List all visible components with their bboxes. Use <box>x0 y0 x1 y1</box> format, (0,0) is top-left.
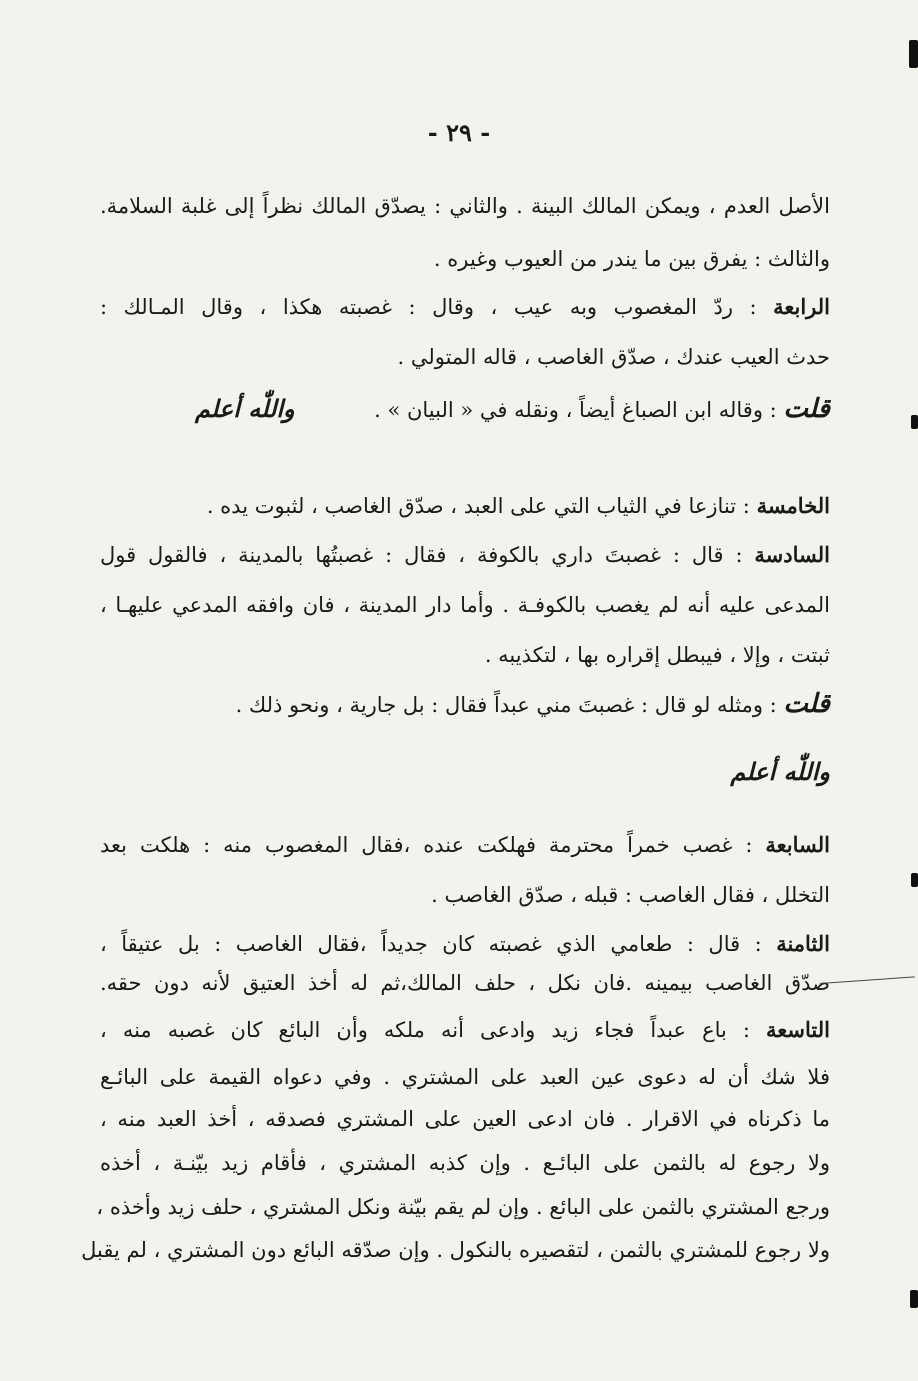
line-text: : قال : غصبتَ داري بالكوفة ، فقال : غصبتُها بالمدينة ، فالقول قول <box>100 543 755 567</box>
text-line-8 <box>100 590 830 620</box>
line-text: المدعى عليه أنه لم يغصب بالكوفـة . وأما دار المدينة ، فان وافقه المدعي عليهـا ، <box>100 593 830 617</box>
line-text: التخلل ، فقال الغاصب : قبله ، صدّق الغاصب . <box>431 883 830 907</box>
line-text: : ومثله لو قال : غصبتَ مني عبداً فقال : بل جارية ، ونحو ذلك . <box>235 693 784 717</box>
line-text: الأصل العدم ، ويمكن المالك البينة . والثاني : يصدّق المالك نظراً إلى غلبة السلامة. <box>100 194 830 218</box>
text-line-6 <box>100 491 830 521</box>
line-text: ورجع المشتري بالثمن على البائع . وإن لم يقم بيّنة ونكل المشتري ، حلف زيد وأخذه ، <box>96 1195 830 1219</box>
section-label-khamisa: الخامسة <box>756 493 830 518</box>
qult-label: قلت <box>783 689 830 719</box>
scan-edge-mark <box>910 1290 918 1308</box>
text-line-17 <box>100 1104 830 1134</box>
line-text: صدّق الغاصب بيمينه .فان نكل ، حلف المالك،ثم له أخذ العتيق لأنه دون حقه. <box>100 971 830 995</box>
text-line-14 <box>100 968 830 998</box>
line-text: : ردّ المغصوب وبه عيب ، وقال : غصبته هكذا ، وقال المـالك : <box>100 295 774 319</box>
line-text: : تنازعا في الثياب التي على العبد ، صدّق الغاصب ، لثبوت يده . <box>206 494 757 518</box>
text-line-3 <box>100 292 830 322</box>
line-text: : باع عبداً فجاء زيد وادعى أنه ملكه وأن البائع كان غصبه منه ، <box>100 1018 767 1042</box>
text-line-18 <box>100 1148 830 1178</box>
section-label-rabi-a: الرابعة <box>773 294 830 319</box>
line-text: ولا رجوع له بالثمن على البائـع . وإن كذبه المشتري ، فأقام زيد بيّنـة ، أخذه <box>100 1151 830 1175</box>
text-line-20 <box>81 1235 830 1265</box>
scan-edge-mark <box>911 415 918 429</box>
text-line-2 <box>100 244 830 274</box>
text-line-1 <box>100 191 830 221</box>
scan-edge-mark <box>909 40 918 68</box>
text-line-4 <box>100 342 830 372</box>
text-line-12 <box>100 880 830 910</box>
section-label-thamina: الثامنة <box>776 931 830 956</box>
section-label-tasi-a: التاسعة <box>766 1017 830 1042</box>
line-text: فلا شك أن له دعوى عين العبد على المشتري . وفي دعواه القيمة على البائـع <box>100 1065 830 1089</box>
line-text: : غصب خمراً محترمة فهلكت عنده ،فقال المغصوب منه : هلكت بعد <box>100 833 766 857</box>
margin-pencil-stroke <box>820 976 915 984</box>
closing-formula-2: واللّٰه أعلم <box>730 757 830 786</box>
line-text: : وقاله ابن الصباغ أيضاً ، ونقله في « البيان » . <box>374 398 784 422</box>
line-text: والثالث : يفرق بين ما يندر من العيوب وغيره . <box>433 247 830 271</box>
text-line-13 <box>100 929 830 959</box>
text-line-11 <box>100 830 830 860</box>
line-text: ما ذكرناه في الاقرار . فان ادعى العين على المشتري فصدقه ، أخذ العبد منه ، <box>100 1107 830 1131</box>
text-line-15 <box>100 1015 830 1045</box>
section-label-sadisa: السادسة <box>754 542 830 567</box>
text-line-9 <box>100 640 830 670</box>
text-line-10 <box>100 689 830 720</box>
line-text: حدث العيب عندك ، صدّق الغاصب ، قاله المتولي . <box>397 345 830 369</box>
text-line-7 <box>100 540 830 570</box>
qult-label: قلت <box>783 394 830 424</box>
closing-formula-1: واللّٰه أعلم <box>195 394 295 423</box>
page-number: - ٢٩ - <box>427 118 491 147</box>
text-line-19 <box>96 1192 830 1222</box>
line-text: : قال : طعامي الذي غصبته كان جديداً ،فقال الغاصب : بل عتيقاً ، <box>100 932 777 956</box>
line-text: ثبتت ، وإلا ، فيبطل إقراره بها ، لتكذيبه . <box>484 643 830 667</box>
scan-edge-mark <box>911 873 918 887</box>
section-label-sabi-a: السابعة <box>765 832 830 857</box>
line-text: ولا رجوع للمشتري بالثمن ، لتقصيره بالنكول . وإن صدّقه البائع دون المشتري ، لم يقبل <box>81 1238 830 1262</box>
text-line-16 <box>100 1062 830 1092</box>
